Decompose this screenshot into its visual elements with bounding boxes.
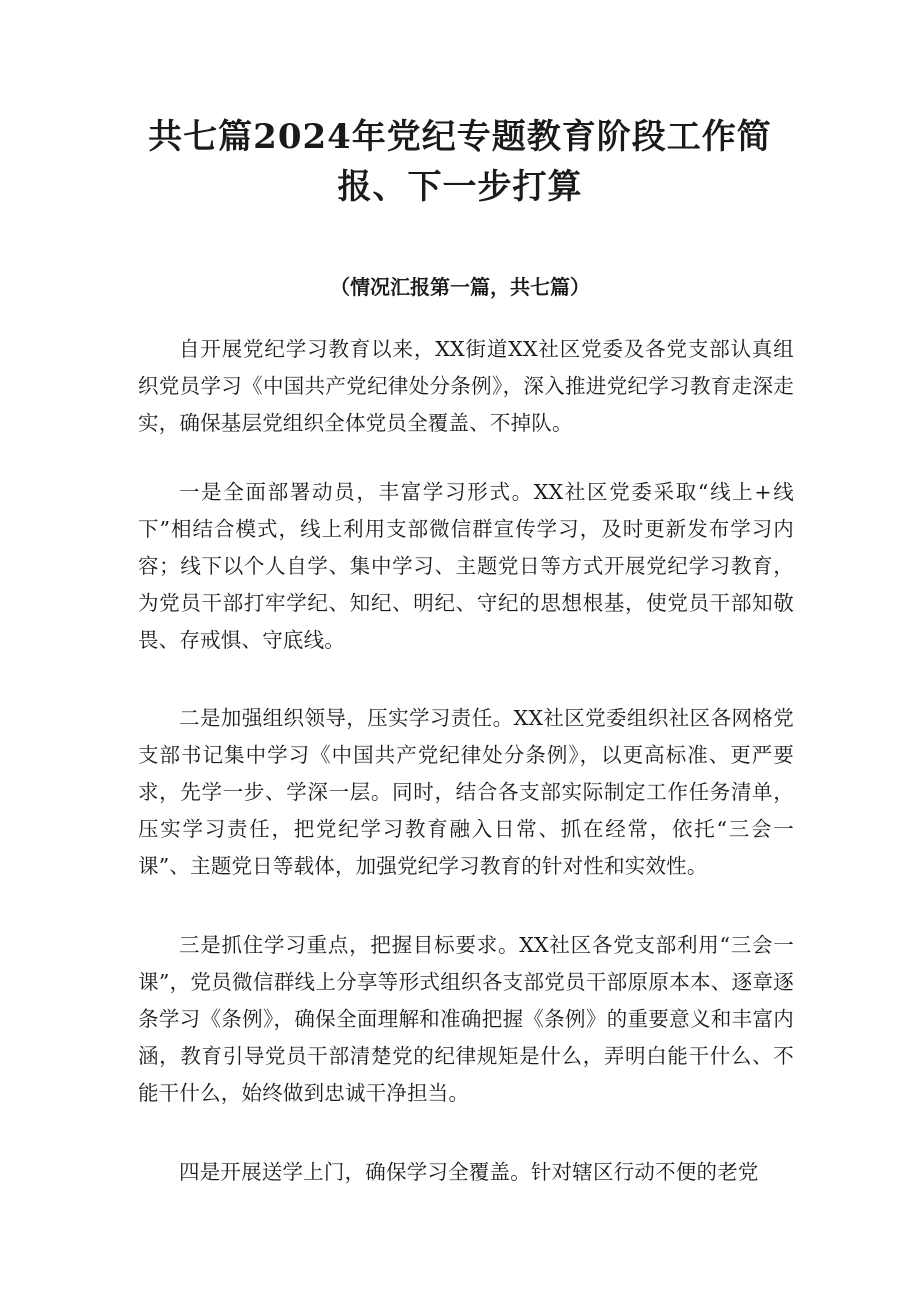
- paragraph-two: 二是加强组织领导，压实学习责任。XX社区党委组织社区各网格党支部书记集中学习《中国共产党纪律处分条例》，以更高标准、更严要求，先学一步、学深一层。同时，结合各支部实际制定工作任务清单，压实学习责任，把党纪学习教育融入日常、抓在经常，依托“三会一课”、主题党日等载体，加强党纪学习教育的针对性和实效性。: [138, 706, 794, 878]
- paragraph-three: 三是抓住学习重点，把握目标要求。XX社区各党支部利用“三会一课”，党员微信群线上分享等形式组织各支部党员干部原原本本、逐章逐条学习《条例》，确保全面理解和准确把握《条例》的重要意义和丰富内涵，教育引导党员干部清楚党的纪律规矩是什么，弄明白能干什么、不能干什么，始终做到忠诚干净担当。: [138, 933, 794, 1105]
- paragraph-intro: 自开展党纪学习教育以来，XX街道XX社区党委及各党支部认真组织党员学习《中国共产党纪律处分条例》，深入推进党纪学习教育走深走实，确保基层党组织全体党员全覆盖、不掉队。: [138, 337, 794, 435]
- paragraph-four: 四是开展送学上门，确保学习全覆盖。针对辖区行动不便的老党: [179, 1160, 759, 1184]
- paragraph-one: 一是全面部署动员，丰富学习形式。XX社区党委采取“线上+线下”相结合模式，线上利用支部微信群宣传学习，及时更新发布学习内容；线下以个人自学、集中学习、主题党日等方式开展党纪学习教育，为党员干部打牢学纪、知纪、明纪、守纪的思想根基，使党员干部知敬畏、存戒惧、守底线。: [138, 480, 794, 652]
- document-subtitle: （情况汇报第一篇，共七篇）: [330, 275, 590, 299]
- document-title: 共七篇2024年党纪专题教育阶段工作简报、下一步打算: [148, 117, 772, 207]
